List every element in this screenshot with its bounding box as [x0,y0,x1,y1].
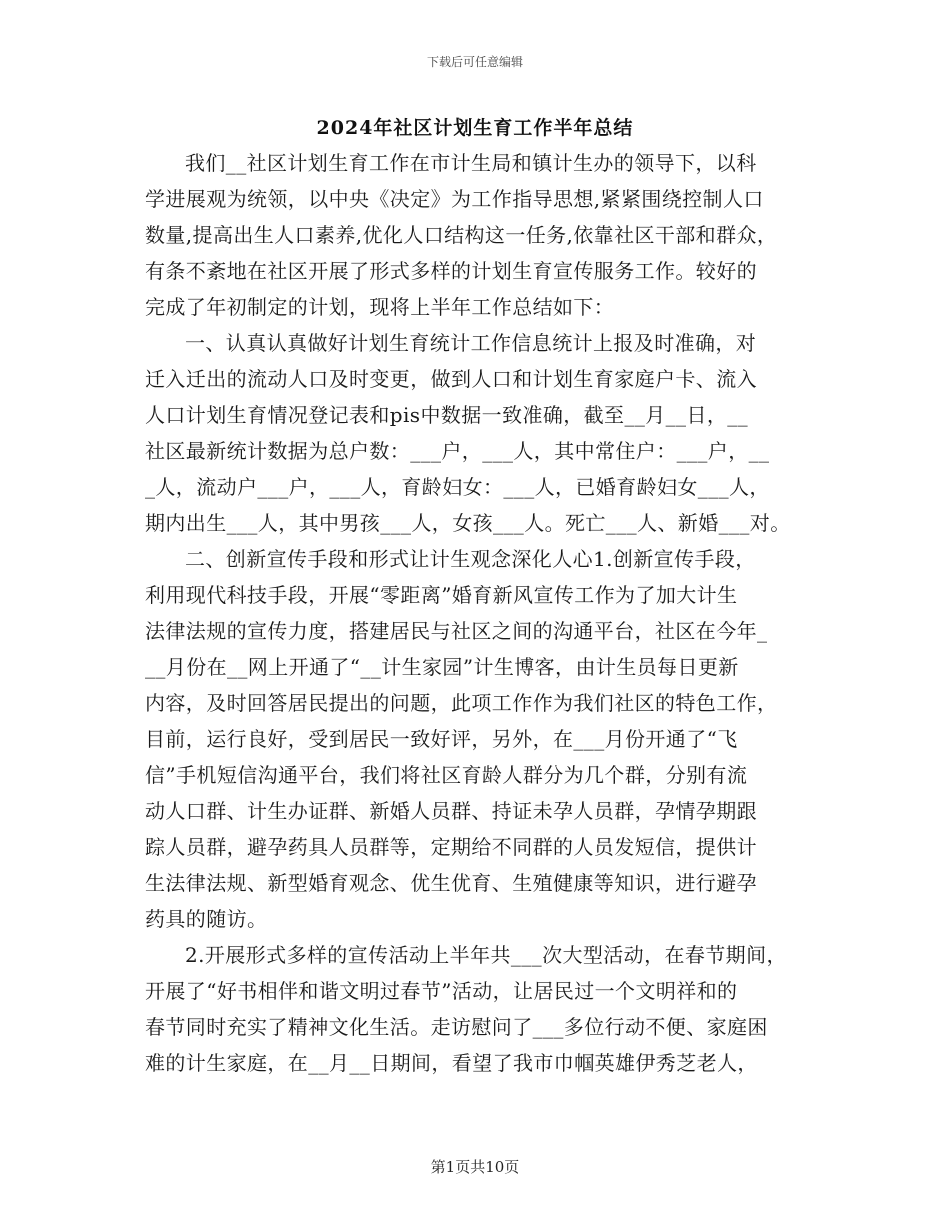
body-line: 期内出生___人，其中男孩___人，女孩___人。死亡___人、新婚___对。 [145,511,791,535]
body-line: 动人口群、计生办证群、新婚人员群、持证未孕人员群，孕情孕期跟 [145,799,757,823]
body-line: __月份在__网上开通了“__计生家园”计生博客，由计生员每日更新 [145,655,739,679]
body-line: 数量,提高出生人口素养,优化人口结构这一任务,依靠社区干部和群众， [145,223,778,247]
body-line: 开展了“好书相伴和谐文明过春节”活动，让居民过一个文明祥和的 [145,979,738,1003]
body-line: 迁入迁出的流动人口及时变更，做到人口和计划生育家庭户卡、流入 [145,367,757,391]
body-line: 我们__社区计划生育工作在市计生局和镇计生办的领导下，以科 [185,151,757,175]
body-line: 生法律法规、新型婚育观念、优生优育、生殖健康等知识，进行避孕 [145,871,757,895]
body-line: 2.开展形式多样的宣传活动上半年共___次大型活动，在春节期间， [185,943,787,967]
body-line: 药具的随访。 [145,907,268,931]
page-footer: 第1页共10页 [430,1158,520,1176]
body-line: _人，流动户___户，___人，育龄妇女：___人，已婚育龄妇女___人， [145,475,770,499]
body-line: 春节同时充实了精神文化生活。走访慰问了___多位行动不便、家庭困 [145,1015,768,1039]
document-body [145,145,835,1081]
body-line: 信”手机短信沟通平台，我们将社区育龄人群分为几个群，分别有流 [145,763,748,787]
body-line: 学进展观为统领，以中央《决定》为工作指导思想,紧紧围绕控制人口 [145,187,764,211]
body-line: 社区最新统计数据为总户数：___户，___人，其中常住户：___户，__ [145,439,770,463]
body-line: 目前，运行良好，受到居民一致好评，另外，在___月份开通了“飞 [145,727,738,751]
body-line: 有条不紊地在社区开展了形式多样的计划生育宣传服务工作。较好的 [145,259,757,283]
body-line: 二、创新宣传手段和形式让计生观念深化人心1.创新宣传手段， [185,547,756,571]
header-note: 下载后可任意编辑 [426,55,523,69]
body-line: 利用现代科技手段，开展“零距离”婚育新风宣传工作为了加大计生 [145,583,738,607]
body-line: 一、认真认真做好计划生育统计工作信息统计上报及时准确，对 [185,331,757,355]
body-line: 人口计划生育情况登记表和pis中数据一致准确，截至__月__日，__ [145,403,749,427]
body-line: 难的计生家庭，在__月__日期间，看望了我市巾帼英雄伊秀芝老人， [145,1051,758,1075]
document-title: 2024年社区计划生育工作半年总结 [316,117,634,139]
body-line: 踪人员群，避孕药具人员群等，定期给不同群的人员发短信，提供计 [145,835,757,859]
body-line: 内容，及时回答居民提出的问题，此项工作作为我们社区的特色工作， [145,691,778,715]
body-line: 法律法规的宣传力度，搭建居民与社区之间的沟通平台，社区在今年_ [145,619,768,643]
body-line: 完成了年初制定的计划，现将上半年工作总结如下： [145,295,615,319]
